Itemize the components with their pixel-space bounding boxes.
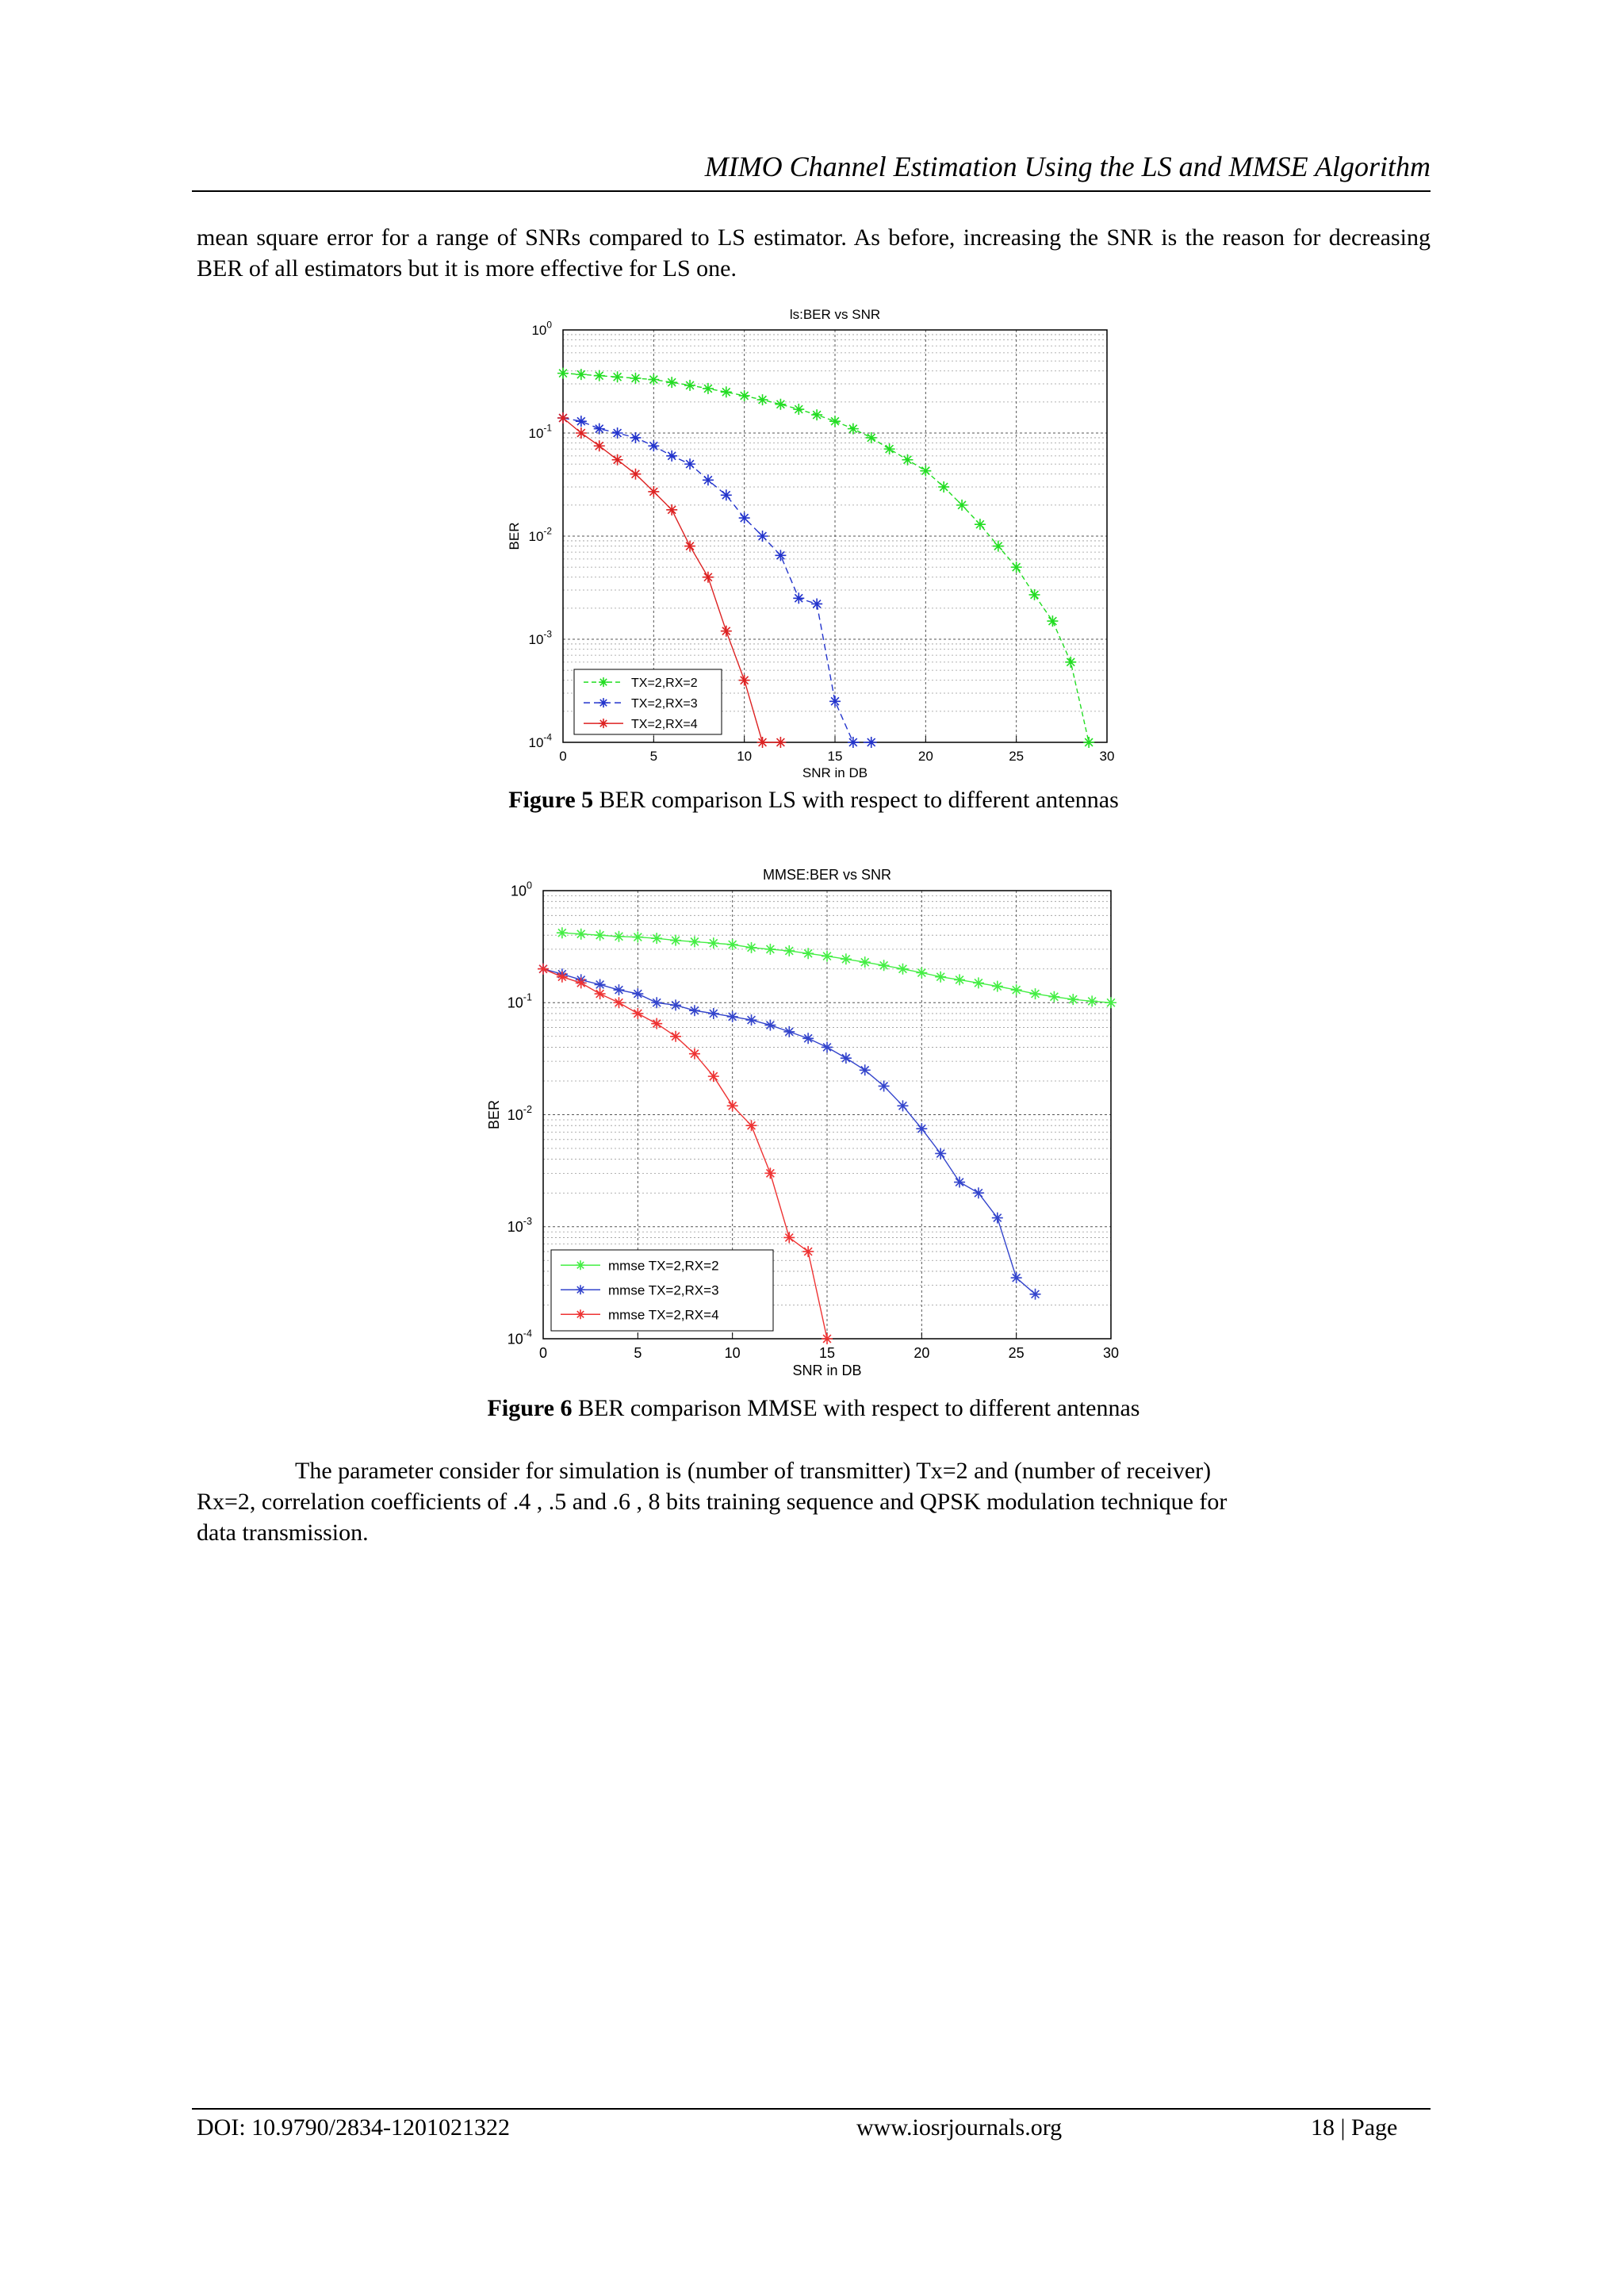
x-tick-label: 0 [538,1345,548,1361]
y-tick-label: $10^0$ [531,319,552,338]
x-axis-label: SNR in DB [802,765,868,780]
figure-6-caption [197,1393,1431,1424]
figure-6-label: Figure 6 [487,1395,573,1421]
y-tick-label: $10^{-2}$ [507,1103,532,1123]
y-tick-label: $10^{-1}$ [528,422,552,441]
footer-rule [192,2108,1431,2110]
y-tick-label: $10^{-4}$ [507,1328,532,1347]
figure-5-label: Figure 5 [508,787,594,813]
x-tick-label: 10 [737,749,753,764]
y-tick-label: $10^{-1}$ [507,991,532,1011]
footer-page-number: 18 | Page [1311,2114,1398,2141]
mmse-ber-chart [472,853,1138,1384]
x-tick-label: 20 [917,749,933,764]
y-tick-label: $10^{-3}$ [528,628,552,647]
intro-paragraph: mean square error for a range of SNRs compared to LS estimator. As before, increasing the SNR is the reason for decreasing BER of all estimators but it is more effective for LS one. [197,224,1431,282]
x-tick-label: 30 [1099,749,1115,764]
x-tick-label: 25 [1008,1345,1025,1361]
footer-doi: DOI: 10.9790/2834-1201021322 [197,2114,510,2141]
x-tick-label: 15 [818,1345,836,1361]
legend-label: mmse TX=2,RX=3 [608,1282,719,1298]
running-title: MIMO Channel Estimation Using the LS and MMSE Algorithm [704,151,1431,182]
figure-6-text: BER comparison MMSE with respect to different antennas [572,1395,1140,1421]
y-tick-label: $10^0$ [510,880,532,899]
x-axis-label: SNR in DB [792,1363,862,1378]
params-line-1: The parameter consider for simulation is (number of transmitter) Tx=2 and (number of receiver) [295,1458,1212,1484]
figure-5-text: BER comparison LS with respect to different antennas [593,787,1119,813]
x-tick-label: 5 [634,1345,642,1361]
params-line-3: data transmission. [197,1520,369,1546]
legend [574,669,722,734]
legend-label: TX=2,RX=2 [631,677,698,691]
legend-label: TX=2,RX=3 [631,697,698,711]
y-axis-label: BER [507,522,522,550]
x-tick-label: 0 [559,749,567,764]
x-tick-label: 20 [914,1345,930,1361]
simulation-params-paragraph [197,1455,1431,1548]
figure-5-caption [197,785,1431,815]
legend-label: mmse TX=2,RX=4 [608,1307,719,1323]
x-tick-label: 10 [724,1345,741,1361]
x-tick-label: 5 [649,749,658,764]
y-tick-label: $10^{-2}$ [528,525,552,544]
legend-label: mmse TX=2,RX=2 [608,1258,719,1274]
header-rule [192,190,1431,192]
x-tick-label: 15 [827,749,843,764]
x-tick-label: 25 [1009,749,1025,764]
x-tick-label: 30 [1102,1345,1120,1361]
ls-ber-chart [492,293,1126,785]
y-axis-label: BER [486,1099,502,1130]
chart-title: MMSE:BER vs SNR [762,867,892,883]
y-tick-label: $10^{-4}$ [528,731,552,750]
chart-title: ls:BER vs SNR [789,307,881,322]
legend-label: TX=2,RX=4 [631,718,698,732]
footer-website: www.iosrjournals.org [856,2114,1063,2141]
params-line-2: Rx=2, correlation coefficients of .4 , .5 and .6 , 8 bits training sequence and QPSK modulation technique for [197,1489,1228,1515]
legend [551,1250,773,1331]
y-tick-label: $10^{-3}$ [507,1216,532,1236]
